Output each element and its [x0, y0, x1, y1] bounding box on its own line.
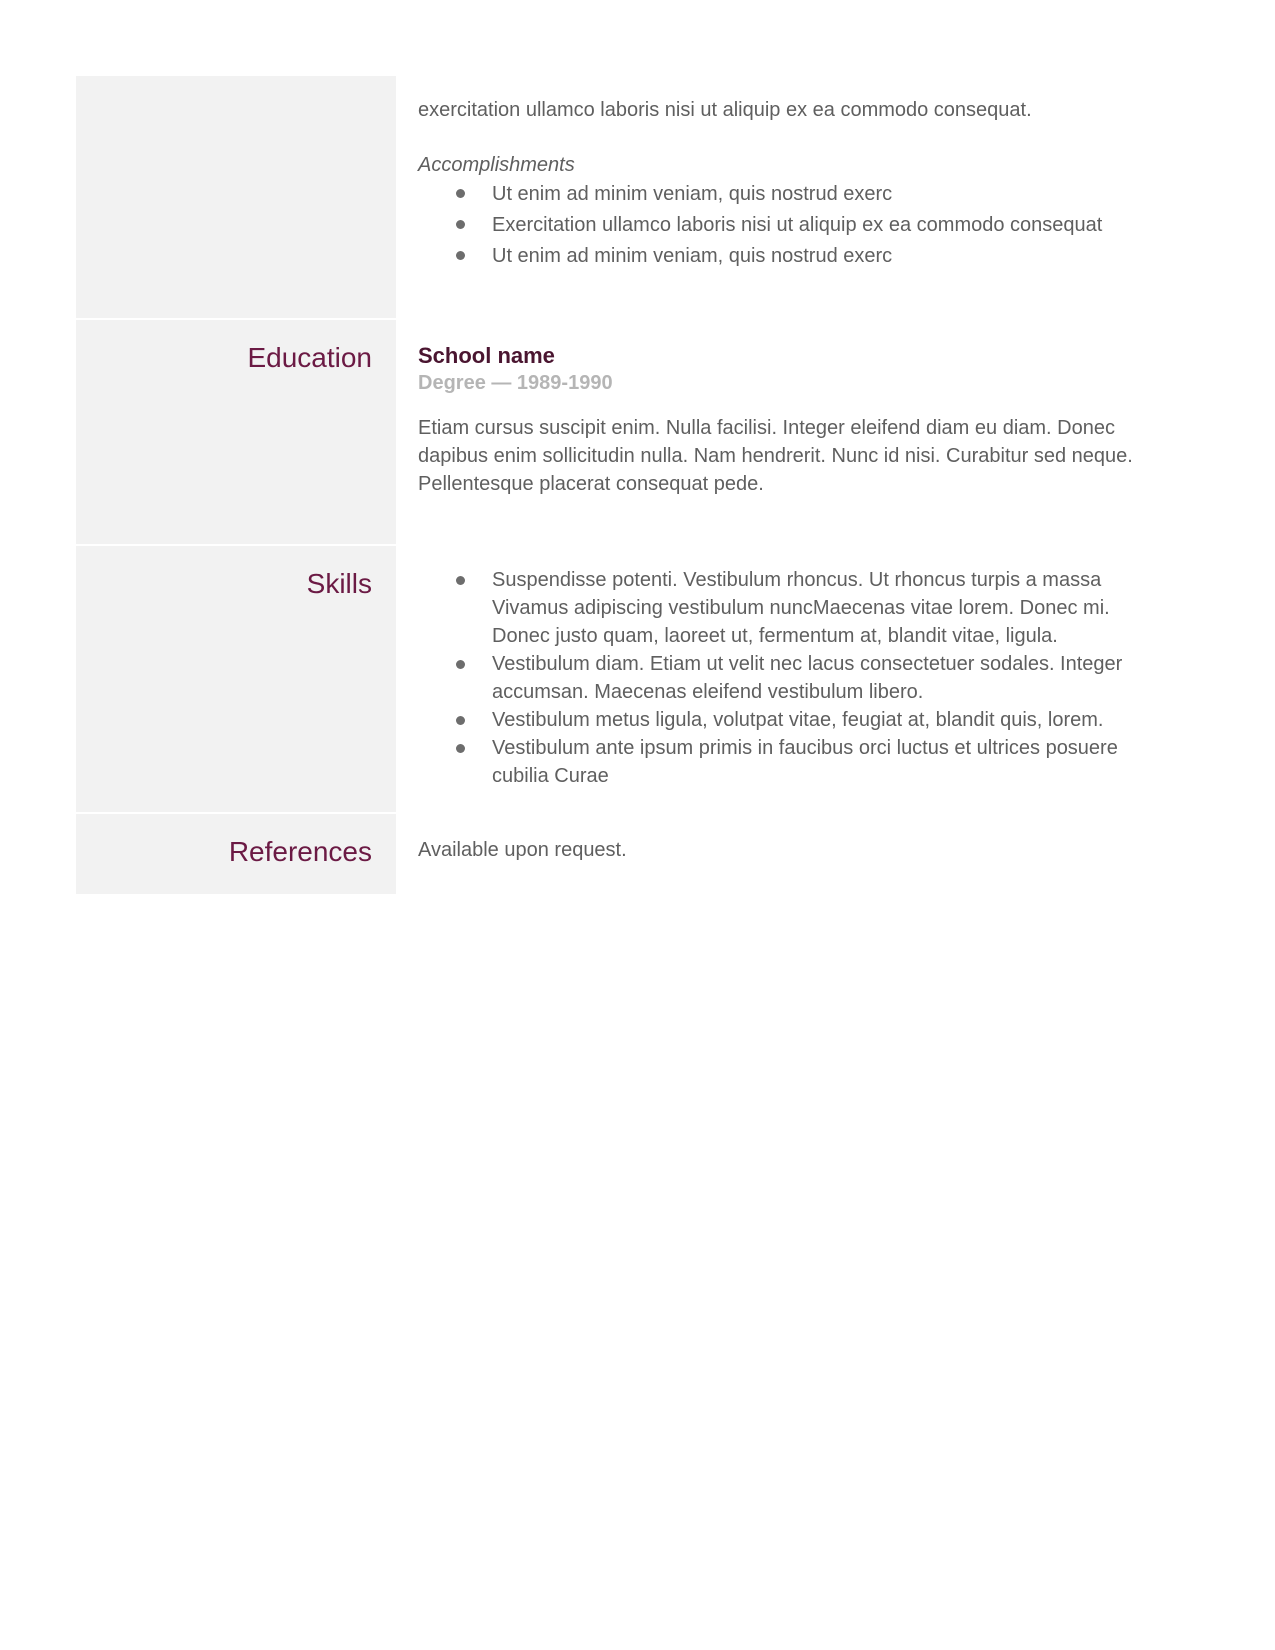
bullet-icon [456, 220, 465, 229]
references-text: Available upon request. [418, 839, 627, 861]
references-content [418, 836, 1158, 864]
bullet-icon [456, 189, 465, 198]
references-section [76, 814, 1176, 894]
skills-list [418, 566, 1158, 790]
bullet-icon [456, 716, 465, 725]
references-heading: References [228, 836, 372, 867]
skills-section [76, 546, 1176, 812]
skills-content [418, 566, 1158, 790]
list-item: Ut enim ad minim veniam, quis nostrud exerc [418, 241, 1158, 272]
sidebar-panel [76, 320, 396, 544]
sidebar-panel [76, 814, 396, 894]
experience-text: exercitation ullamco laboris nisi ut aliquip ex ea commodo consequat. [418, 99, 1032, 121]
education-section [76, 320, 1176, 544]
list-item: Vestibulum ante ipsum primis in faucibus orci luctus et ultrices posuere cubilia Curae [418, 734, 1158, 790]
school-name: School name [418, 343, 555, 368]
education-content [418, 342, 1158, 498]
bullet-icon [456, 744, 465, 753]
sidebar-panel [76, 546, 396, 812]
experience-content [418, 96, 1158, 272]
bullet-icon [456, 251, 465, 260]
sidebar-panel [76, 76, 396, 318]
skills-heading: Skills [306, 568, 372, 599]
bullet-icon [456, 660, 465, 669]
education-heading: Education [247, 342, 372, 373]
bullet-icon [456, 576, 465, 585]
list-item: Vestibulum metus ligula, volutpat vitae, feugiat at, blandit quis, lorem. [418, 706, 1158, 734]
accomplishments-heading: Accomplishments [418, 154, 575, 176]
list-item: Vestibulum diam. Etiam ut velit nec lacus consectetuer sodales. Integer accumsan. Maecenas eleifend vestibulum libero. [418, 650, 1158, 706]
accomplishments-list [418, 179, 1158, 272]
list-item: Ut enim ad minim veniam, quis nostrud exerc [418, 179, 1158, 210]
education-description: Etiam cursus suscipit enim. Nulla facilisi. Integer eleifend diam eu diam. Donec dapibus enim sollicitudin nulla. Nam hendrerit. Nunc id nisi. Curabitur sed neque. Pellentesque placerat consequat pede. [418, 417, 1133, 495]
experience-section [76, 76, 1176, 318]
list-item: Suspendisse potenti. Vestibulum rhoncus. Ut rhoncus turpis a massa Vivamus adipiscing vestibulum nuncMaecenas vitae lorem. Donec mi. Donec justo quam, laoreet ut, fermentum at, blandit vitae, ligula. [418, 566, 1158, 650]
degree-dates: Degree — 1989-1990 [418, 372, 613, 394]
list-item: Exercitation ullamco laboris nisi ut aliquip ex ea commodo consequat [418, 210, 1158, 241]
